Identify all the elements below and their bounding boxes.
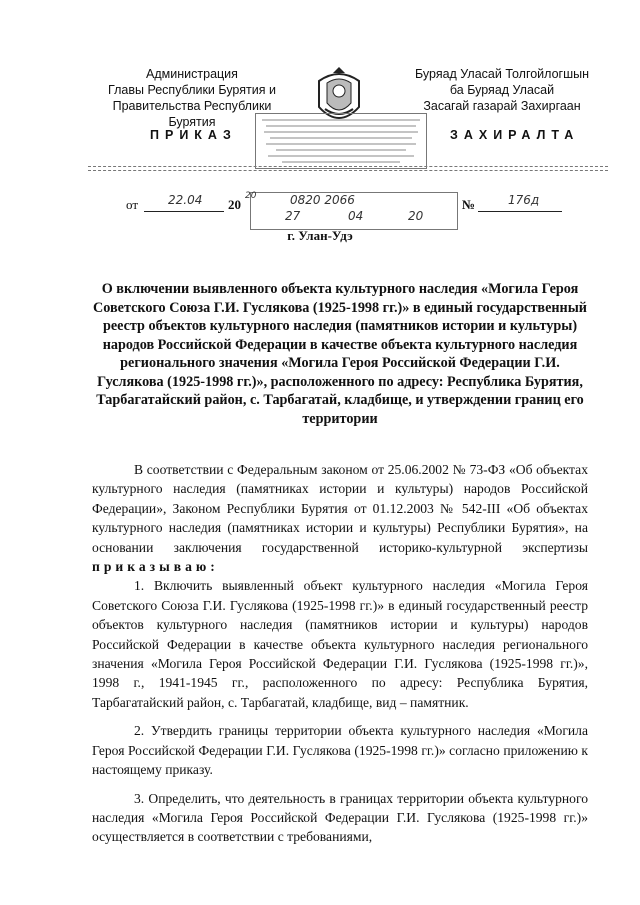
issuer-right-block xyxy=(392,66,612,114)
date-prefix: от xyxy=(126,197,139,212)
divider-line xyxy=(88,166,608,167)
document-title: О включении выявленного объекта культурного наследия «Могила Героя Советского Союза Г.И. Гуслякова (1925-1998 гг.)» в единый государственный реестр объектов культурного наследия (памятников истории и культуры) народов Российской Федерации в качестве объекта культурного наследия регионального значения «Могила Героя Российской Федерации Г.И. Гуслякова (1925-1998 гг.)», расположенного по адресу: Республика Бурятия, Тарбагатайский район, с. Тарбагатай, кладбище, и утверждении границ его территории xyxy=(93,281,587,427)
divider-line xyxy=(88,170,608,171)
issuer-left-line: Правительства Республики Бурятия xyxy=(112,99,272,129)
issuer-right-line: Засагай газарай Захиргаан xyxy=(423,99,581,113)
stamp-month: 04 xyxy=(348,209,364,223)
handwritten-year: 20 xyxy=(245,191,257,201)
year-prefix: 20 xyxy=(228,197,241,212)
document-body xyxy=(92,460,588,847)
issuer-left-line: Администрация xyxy=(146,67,238,81)
stamp-day: 27 xyxy=(285,209,301,223)
stamp-text-lines xyxy=(256,114,426,168)
stamp-number: 0820 2066 xyxy=(290,193,355,207)
item-1-paragraph: 1. Включить выявленный объект культурного наследия «Могила Героя Советского Союза Г.И. Гуслякова (1925-1998 гг.)» в единый государственный реестр объектов культурного наследия (памятников истории и культуры) народов Российской Федерации в качестве объекта культурного наследия регионального значения «Могила Героя Российской Федерации Г.И. Гуслякова (1925-1998 гг.)», 1998 г., 1941-1945 гг., расположенного по адресу: Республика Бурятия, Тарбагатайский район, с. Тарбагатай, кладбище, вид – памятник. xyxy=(92,578,588,710)
zakhiralta-label: ЗАХИРАЛТА xyxy=(450,128,580,142)
item-3-paragraph: 3. Определить, что деятельность в границах территории объекта культурного наследия «Могила Героя Российской Федерации Г.И. Гуслякова (1925-1998 гг.)» осуществляется в соответствии с требованиями, xyxy=(92,790,588,845)
handwritten-date: 22.04 xyxy=(168,193,203,207)
number-sign: № xyxy=(462,197,476,212)
preamble-text: В соответствии с Федеральным законом от 25.06.2002 № 73-ФЗ «Об объектах культурного наследия (памятниках истории и культуры) народов Российской Федерации», Законом Республики Бурятия от 01.12.2003 № 542-III «Об объектах культурного наследия (памятниках истории и культуры) Республики Бурятия», на основании заключения государственной историко-культурной экспертизы xyxy=(92,462,588,555)
handwritten-number: 176д xyxy=(508,193,540,207)
registration-stamp xyxy=(255,113,427,169)
issuer-right-line: Буряад Уласай Толгойлогшын xyxy=(414,67,590,81)
stamp-year: 20 xyxy=(408,209,424,223)
item-2-paragraph: 2. Утвердить границы территории объекта культурного наследия «Могила Героя Российской Федерации Г.И. Гуслякова (1925-1998 гг.)» согласно приложению к настоящему приказу. xyxy=(92,723,588,778)
city-line: г. Улан-Удэ xyxy=(287,228,353,243)
prikaz-label: ПРИКАЗ xyxy=(150,128,237,142)
issuer-left-line: Главы Республики Бурятия и xyxy=(108,83,276,97)
order-word: приказываю: xyxy=(92,559,219,575)
issuer-right-line: ба Буряад Уласай xyxy=(449,83,555,97)
preamble-paragraph xyxy=(92,460,588,576)
